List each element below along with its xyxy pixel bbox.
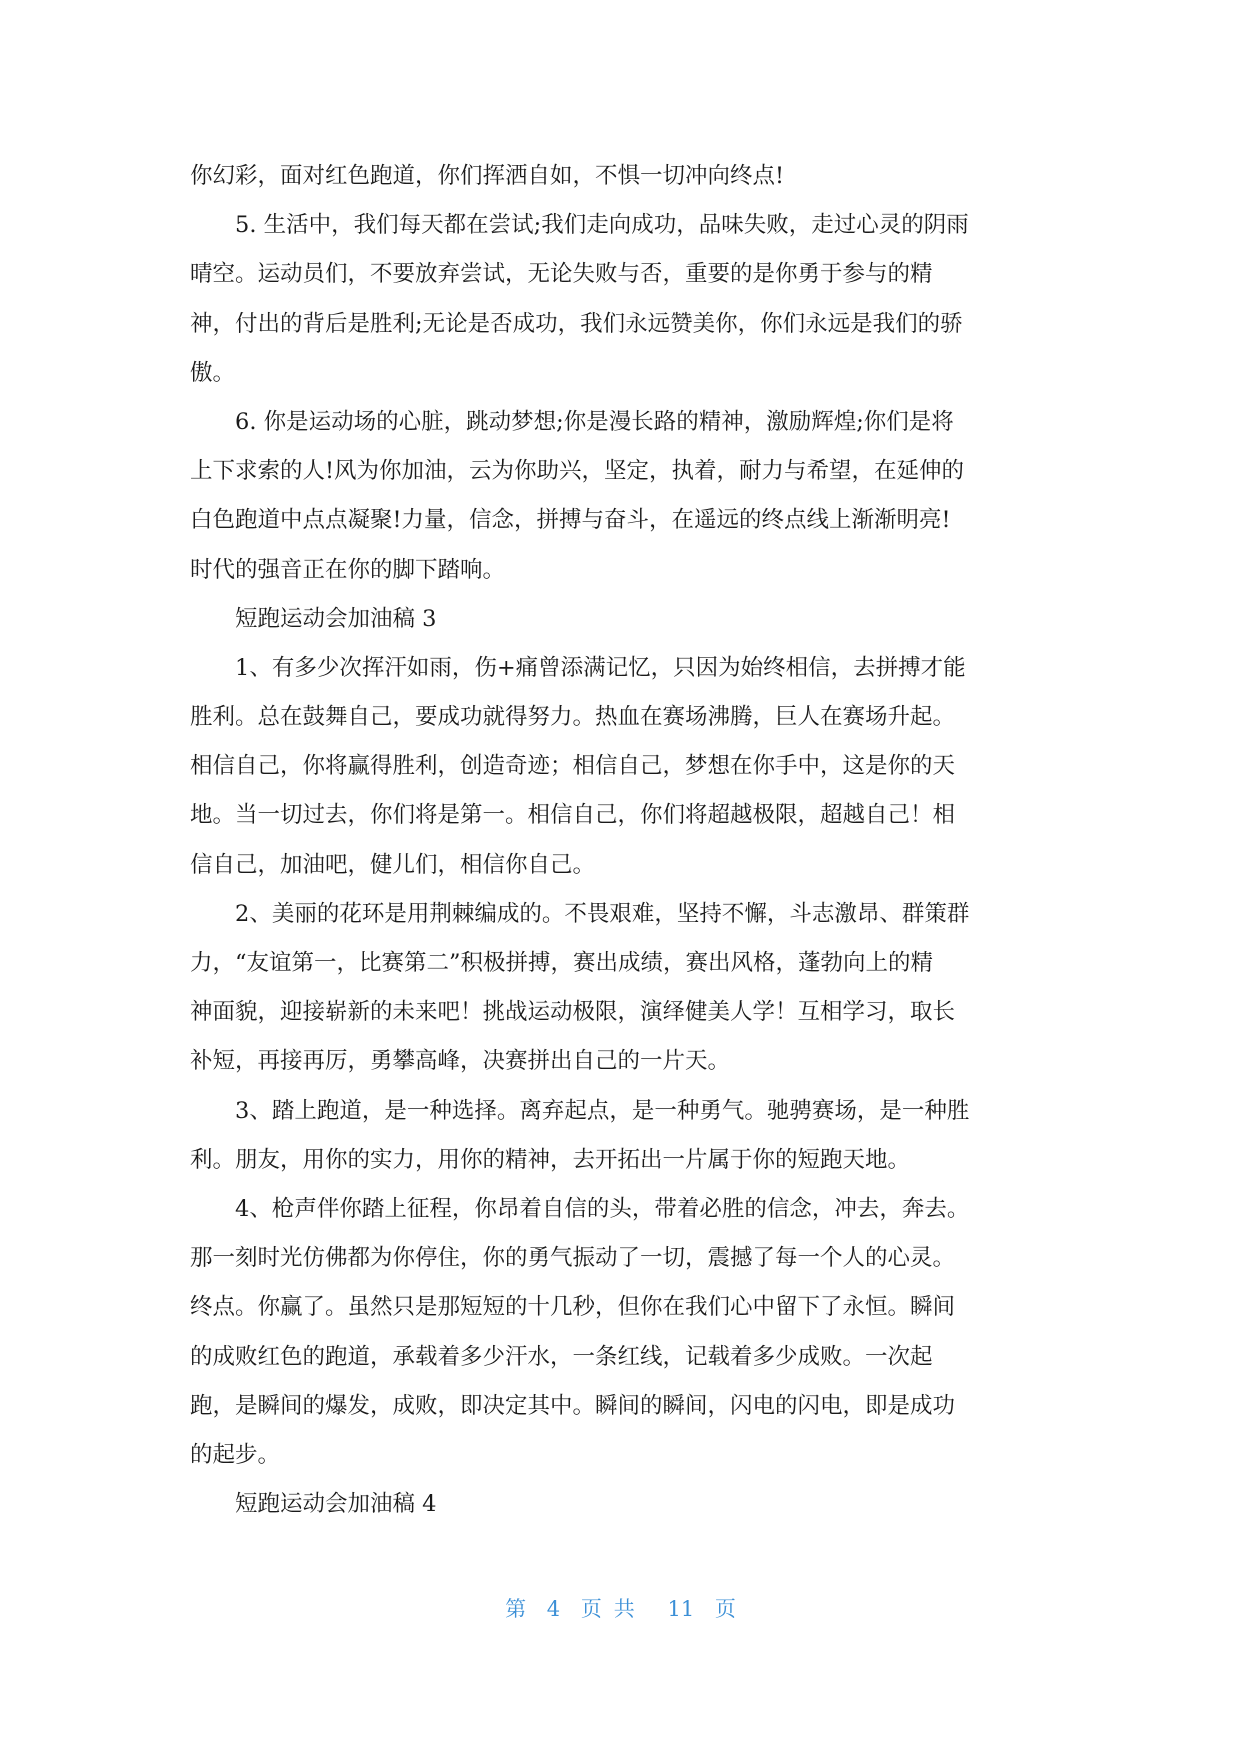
text-line: 晴空。运动员们，不要放弃尝试，无论失败与否，重要的是你勇于参与的精 xyxy=(190,261,933,288)
text-line: 1、有多少次挥汗如雨，伤+痛曾添满记忆，只因为始终相信，去拼搏才能 xyxy=(190,654,966,681)
text-line: 你幻彩，面对红色跑道，你们挥洒自如，不惧一切冲向终点! xyxy=(190,163,785,189)
text-line: 2、美丽的花环是用荆棘编成的。不畏艰难，坚持不懈，斗志激昂、群策群 xyxy=(190,900,970,927)
footer-prefix: 第 xyxy=(505,1597,527,1621)
text-line: 利。朋友，用你的实力，用你的精神，去开拓出一片属于你的短跑天地。 xyxy=(190,1146,911,1173)
text-line: 白色跑道中点点凝聚!力量，信念，拼搏与奋斗，在遥远的终点线上渐渐明亮! xyxy=(190,507,951,534)
text-line: 信自己，加油吧，健儿们，相信你自己。 xyxy=(190,851,596,878)
text-line: 那一刻时光仿佛都为你停住，你的勇气振动了一切，震撼了每一个人的心灵。 xyxy=(190,1245,956,1272)
document-body xyxy=(190,152,1052,1529)
text-line: 的成败红色的跑道，承载着多少汗水，一条红线，记载着多少成败。一次起 xyxy=(190,1343,933,1370)
text-line: 神面貌，迎接崭新的未来吧！挑战运动极限，演绎健美人学！互相学习，取长 xyxy=(190,999,956,1026)
footer-mid: 页共 xyxy=(580,1597,647,1621)
text-line: 6. 你是运动场的心脏，跳动梦想;你是漫长路的精神，激励辉煌;你们是将 xyxy=(190,408,954,435)
text-line: 3、踏上跑道，是一种选择。离弃起点，是一种勇气。驰骋赛场，是一种胜 xyxy=(190,1097,970,1124)
text-line: 4、枪声伴你踏上征程，你昂着自信的头，带着必胜的信念，冲去，奔去。 xyxy=(190,1195,970,1222)
text-line: 胜利。总在鼓舞自己，要成功就得努力。热血在赛场沸腾，巨人在赛场升起。 xyxy=(190,704,956,731)
footer-total-pages: 11 xyxy=(667,1597,695,1621)
text-line: 的起步。 xyxy=(190,1441,281,1468)
text-line: 地。当一切过去，你们将是第一。相信自己，你们将超越极限，超越自己！相 xyxy=(190,802,956,829)
text-line: 神，付出的背后是胜利;无论是否成功，我们永远赞美你，你们永远是我们的骄 xyxy=(190,310,963,337)
text-line: 补短，再接再厉，勇攀高峰，决赛拼出自己的一片天。 xyxy=(190,1048,731,1075)
footer-suffix: 页 xyxy=(714,1597,736,1621)
section-heading: 短跑运动会加油稿 3 xyxy=(190,605,437,632)
text-line: 5. 生活中，我们每天都在尝试;我们走向成功，品味失败，走过心灵的阴雨 xyxy=(190,212,969,239)
text-line: 傲。 xyxy=(190,359,236,386)
page-footer xyxy=(0,1593,1241,1623)
section-heading: 短跑运动会加油稿 4 xyxy=(190,1491,437,1518)
text-line: 终点。你赢了。虽然只是那短短的十几秒，但你在我们心中留下了永恒。瞬间 xyxy=(190,1294,956,1321)
text-line: 跑，是瞬间的爆发，成败，即决定其中。瞬间的瞬间，闪电的闪电，即是成功 xyxy=(190,1392,956,1419)
text-line: 上下求索的人!风为你加油，云为你助兴，坚定，执着，耐力与希望，在延伸的 xyxy=(190,458,965,485)
text-line: 时代的强音正在你的脚下踏响。 xyxy=(190,556,506,583)
footer-current-page: 4 xyxy=(546,1597,561,1621)
text-line: 力，“友谊第一，比赛第二”积极拼搏，赛出成绩，赛出风格，蓬勃向上的精 xyxy=(190,950,934,976)
text-line: 相信自己，你将赢得胜利，创造奇迹；相信自己，梦想在你手中，这是你的天 xyxy=(190,753,956,780)
